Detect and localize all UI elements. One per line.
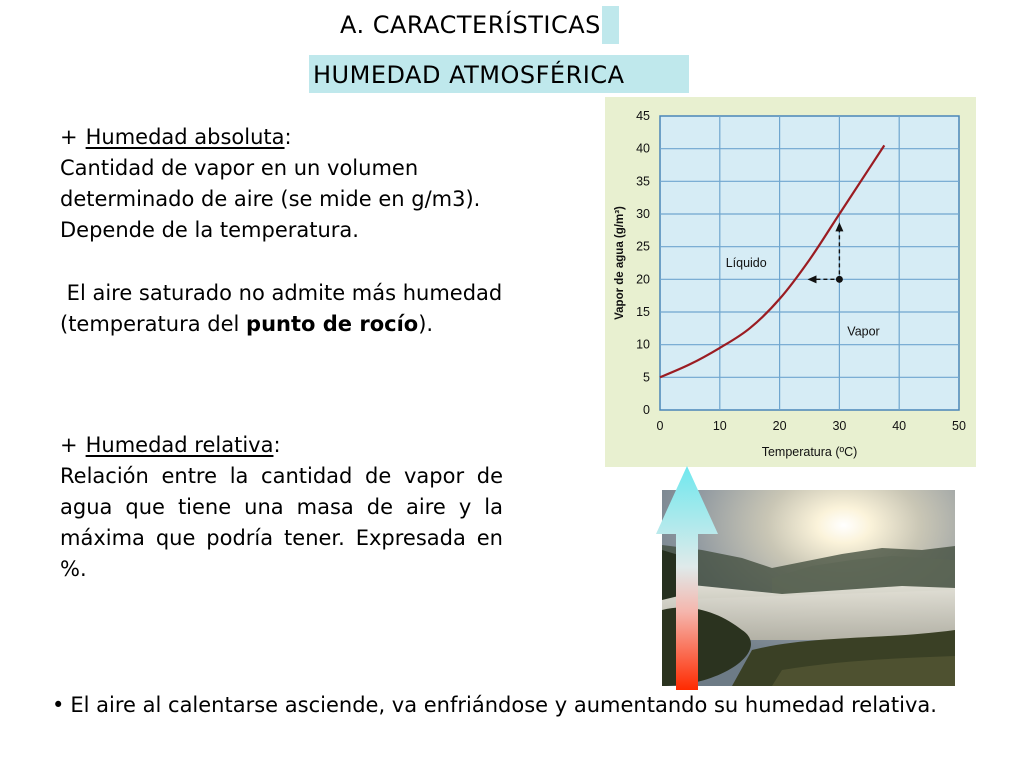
bottom-note — [44, 690, 978, 720]
dew-point-prefix: (temperatura del — [60, 312, 247, 336]
plot-area — [660, 116, 959, 410]
dew-point-suffix: ). — [418, 312, 434, 336]
x-tick-label: 40 — [892, 419, 907, 433]
y-tick-label: 20 — [636, 272, 650, 287]
bottom-note-text: El aire al calentarse asciende, va enfriándose y aumentando su humedad relativa. — [70, 693, 937, 717]
dew-point-term: punto de rocío — [246, 312, 419, 336]
y-tick-label: 15 — [636, 305, 650, 319]
relative-humidity-block — [60, 430, 503, 585]
y-tick-label: 5 — [643, 370, 650, 385]
saturated-air-block — [60, 278, 560, 340]
y-tick-label: 10 — [636, 337, 650, 352]
heading-colon: : — [273, 433, 281, 457]
plus-marker: + — [60, 433, 78, 457]
chart-svg — [605, 97, 976, 467]
y-tick-label: 40 — [636, 141, 650, 156]
plus-marker: + — [60, 125, 78, 149]
x-axis-label: Temperatura (ºC) — [761, 445, 858, 459]
relative-humidity-body: Relación entre la cantidad de vapor de agua que tiene una masa de aire y la máxima que podría tener. Expresada en %. — [60, 464, 503, 581]
rising-air-arrow-icon — [655, 466, 719, 690]
x-tick-label: 30 — [832, 419, 847, 433]
y-tick-label: 45 — [636, 109, 650, 123]
x-tick-label: 0 — [656, 419, 664, 433]
saturated-air-line: El aire saturado no admite más humedad — [60, 281, 503, 305]
relative-humidity-term: Humedad relativa — [85, 433, 274, 457]
y-tick-label: 30 — [636, 207, 650, 221]
heading-colon: : — [284, 125, 292, 149]
y-tick-label: 0 — [643, 403, 650, 417]
x-tick-label: 50 — [952, 419, 966, 433]
y-axis-label: Vapor de agua (g/m³) — [614, 206, 626, 320]
dew-point-line — [60, 309, 560, 340]
y-tick-label: 35 — [636, 174, 650, 189]
absolute-humidity-line: Cantidad de vapor en un volumen — [60, 156, 419, 180]
section-title: A. CARACTERÍSTICAS — [334, 6, 619, 44]
absolute-humidity-term: Humedad absoluta — [85, 125, 285, 149]
vapor-temperature-chart — [605, 97, 976, 467]
absolute-humidity-heading — [60, 122, 560, 153]
absolute-humidity-block — [60, 122, 560, 246]
slide-title: HUMEDAD ATMOSFÉRICA — [309, 55, 689, 93]
vapor-label: Vapor — [847, 324, 880, 339]
relative-humidity-heading — [60, 430, 503, 461]
x-tick-label: 10 — [712, 419, 727, 433]
liquid-label: Líquido — [725, 256, 767, 270]
x-tick-label: 20 — [772, 419, 787, 433]
y-tick-label: 25 — [636, 239, 650, 254]
absolute-humidity-line: determinado de aire (se mide en g/m3). — [60, 187, 481, 211]
bullet-icon: • — [52, 693, 65, 717]
state-point — [836, 276, 843, 283]
absolute-humidity-line: Depende de la temperatura. — [60, 218, 359, 242]
